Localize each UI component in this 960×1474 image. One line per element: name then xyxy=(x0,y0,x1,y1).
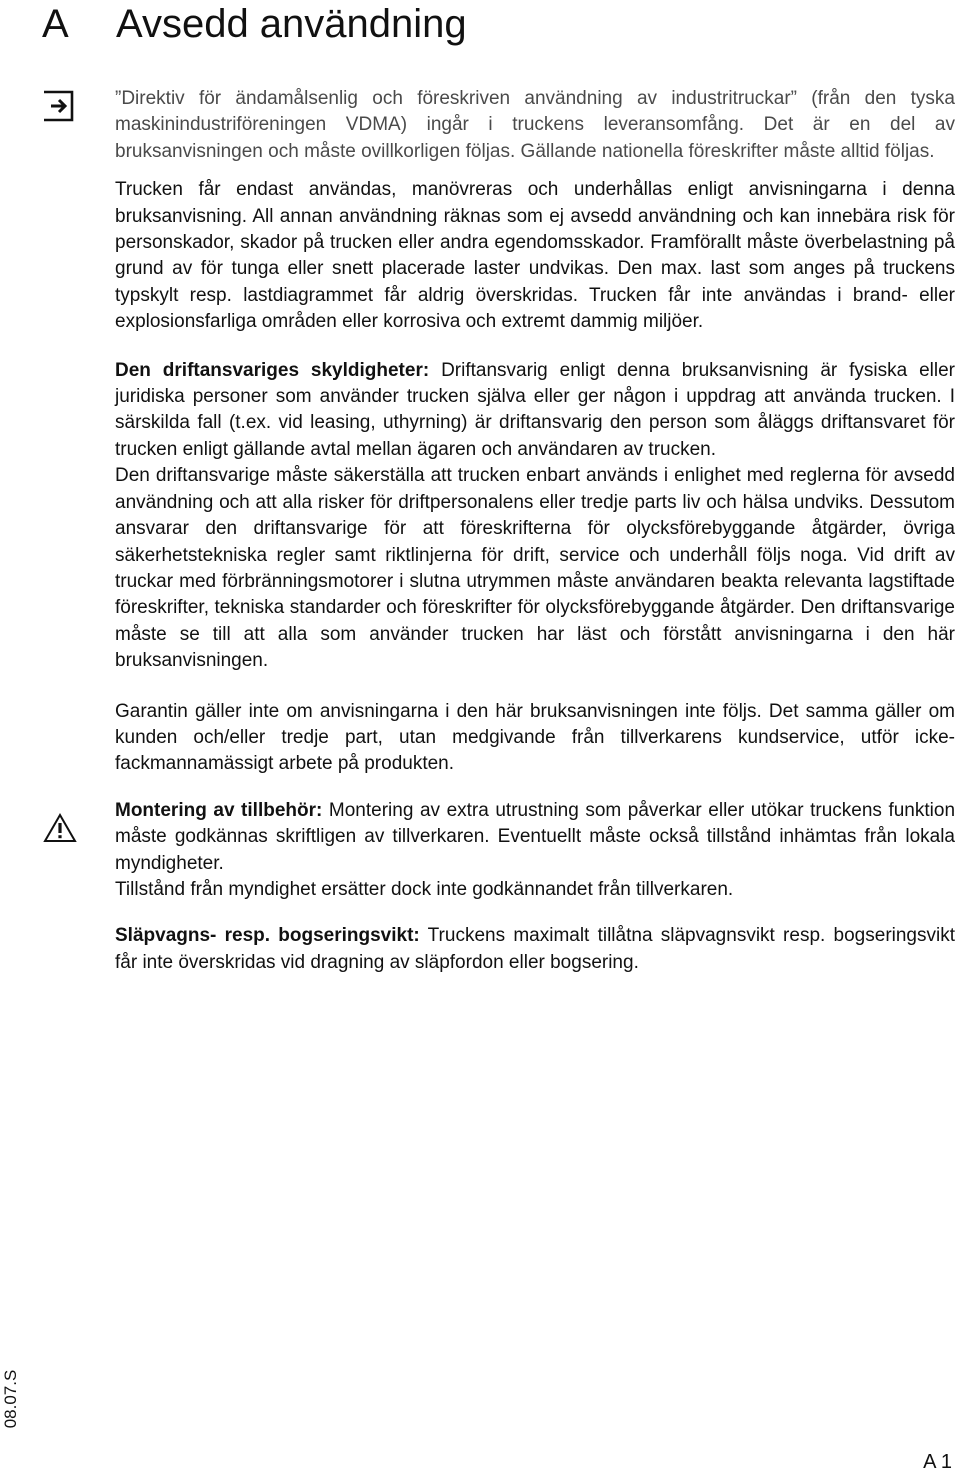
chapter-letter: A xyxy=(42,2,69,46)
page-title: Avsedd användning xyxy=(116,2,467,46)
operator-duties-text: Driftansvarig enligt denna bruksanvisning är fysiska eller juridiska personer som använder trucken själva eller ger någon i uppdrag att använda trucken. I särskilda fall (t.ex. vid leasing, uthyrning) är driftansvarig den person som åläggs driftansvaret för trucken enligt gällande avtal mellan ägaren och användaren av trucken. xyxy=(115,359,956,460)
operator-duties-continued: Den driftansvarige måste säkerställa att trucken enbart används i enlighet med reglerna för avsedd användning och att alla risker för driftpersonalens eller tredje parts liv och hälsa undviks. Dessutom ansvarar den driftansvarige för att föreskrifterna för olycksförebyggande åtgärder, övriga säkerhetstekniska regler samt riktlinjerna för drift, service och underhåll följs noga. Vid drift av truckar med förbränningsmotorer i slutna utrymmen måste användaren beakta relevanta lagstiftade föreskrifter, tekniska standarder och föreskrifter för olycksförebyggande åtgärder. Den driftansvarige måste se till att alla som använder trucken har läst och förstått anvisningarna i den här bruksanvisningen. xyxy=(115,465,955,672)
towing-paragraph xyxy=(115,923,955,976)
accessories-paragraph xyxy=(115,798,955,877)
main-content xyxy=(115,86,955,976)
operator-duties-paragraph xyxy=(115,358,955,464)
warning-triangle-icon xyxy=(43,813,77,843)
towing-text: Truckens maximalt tillåtna släpvagnsvikt resp. bogseringsvikt får inte överskridas vid dragning av släpfordon eller bogsering. xyxy=(115,925,955,973)
intro-paragraph: ”Direktiv för ändamålsenlig och föreskriven användning av industritruckar” (från den tyska maskinindustriföreningen VDMA) ingår i truckens leveransomfång. Det är en del av bruksanvisningen och måste ovillkorligen följas. Gällande nationella föreskrifter måste alltid följas. xyxy=(115,88,955,162)
document-code-text: 08.07.S xyxy=(1,1369,20,1429)
accessories-heading: Montering av tillbehör: xyxy=(115,799,323,821)
intended-use-paragraph: Trucken får endast användas, manövreras och underhållas enligt anvisningarna i denna bruksanvisning. All annan användning räknas som ej avsedd användning och kan innebära risk för personskador, skador på trucken eller andra egendomsskador. Framförallt måste överbelastning på grund av för tunga eller snett placerade laster undvikas. Den max. last som anges på truckens typskylt resp. lastdiagrammet får aldrig överskridas. Trucken får inte användas i brand- eller explosionsfarliga områden eller korrosiva och extremt dammig miljöer. xyxy=(115,179,955,333)
document-code xyxy=(0,1364,22,1434)
towing-heading: Släpvagns- resp. bogseringsvikt: xyxy=(115,925,420,947)
page-number: A 1 xyxy=(923,1451,952,1473)
accessories-continued: Tillstånd från myndighet ersätter dock inte godkännandet från tillverkaren. xyxy=(115,878,734,900)
warranty-paragraph: Garantin gäller inte om anvisningarna i den här bruksanvisningen inte följs. Det samma gäller om kunden och/eller tredje part, utan medgivande från tillverkarens kundservice, utför icke-fackmannamässigt arbete på produkten. xyxy=(115,700,955,775)
accessories-text: Montering av extra utrustning som påverkar eller utökar truckens funktion måste godkännas skriftligen av tillverkaren. Eventuellt måste också tillstånd inhämtas från lokala myndigheter. xyxy=(115,799,956,874)
operator-duties-heading: Den driftansvariges skyldigheter: xyxy=(115,359,430,381)
arrow-right-box-icon xyxy=(42,90,74,122)
